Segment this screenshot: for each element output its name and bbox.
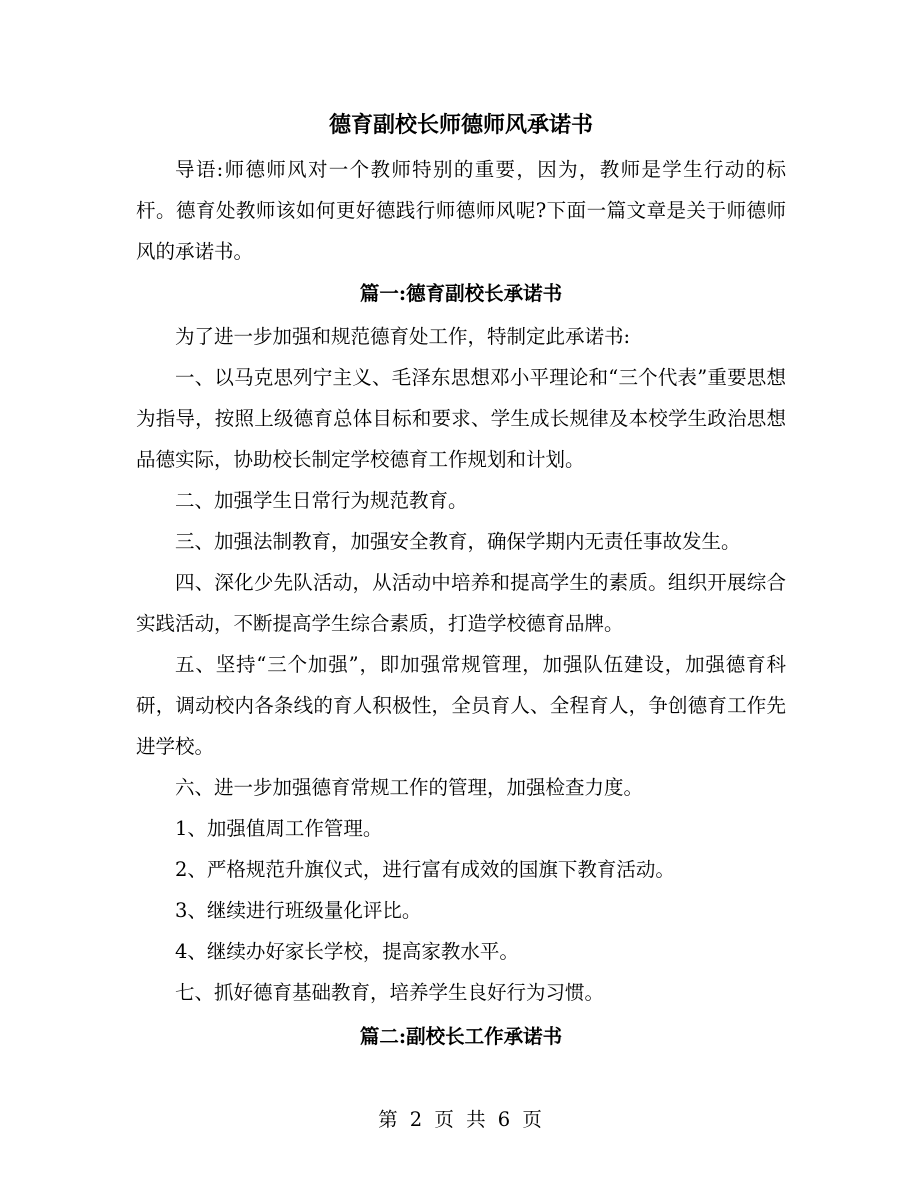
paragraph: 2、严格规范升旗仪式，进行富有成效的国旗下教育活动。 xyxy=(175,858,675,881)
paragraph: 七、抓好德育基础教育，培养学生良好行为习惯。 xyxy=(175,981,605,1004)
document-title: 德育副校长师德师风承诺书 xyxy=(328,112,593,138)
paragraph: 4、继续办好家长学校，提高家教水平。 xyxy=(175,940,519,963)
section-1-heading: 篇一:德育副校长承诺书 xyxy=(359,282,563,305)
page-number-footer: 第 2 页 共 6 页 xyxy=(378,1108,542,1131)
section-2-heading: 篇二:副校长工作承诺书 xyxy=(359,1025,563,1048)
paragraph: 三、加强法制教育，加强安全教育，确保学期内无责任事故发生。 xyxy=(175,530,741,553)
paragraph: 六、进一步加强德育常规工作的管理，加强检查力度。 xyxy=(175,776,644,799)
document-body xyxy=(136,103,786,1059)
paragraph: 二、加强学生日常行为规范教育。 xyxy=(175,489,468,512)
paragraph: 一、以马克思列宁主义、毛泽东思想邓小平理论和“三个代表”重要思想为指导，按照上级德育总体目标和要求、学生成长规律及本校学生政治思想品德实际，协助校长制定学校德育工作规划和计划。 xyxy=(136,366,786,471)
paragraph: 四、深化少先队活动，从活动中培养和提高学生的素质。组织开展综合实践活动，不断提高学生综合素质，打造学校德育品牌。 xyxy=(136,571,786,635)
paragraph: 3、继续进行班级量化评比。 xyxy=(175,899,422,922)
paragraph: 五、坚持“三个加强”，即加强常规管理，加强队伍建设，加强德育科研，调动校内各条线的育人积极性，全员育人、全程育人，争创德育工作先进学校。 xyxy=(136,653,786,758)
paragraph: 1、加强值周工作管理。 xyxy=(175,817,383,840)
intro-paragraph: 导语:师德师风对一个教师特别的重要，因为，教师是学生行动的标杆。德育处教师该如何更好德践行师德师风呢?下面一篇文章是关于师德师风的承诺书。 xyxy=(136,158,786,263)
paragraph: 为了进一步加强和规范德育处工作，特制定此承诺书: xyxy=(175,325,631,348)
